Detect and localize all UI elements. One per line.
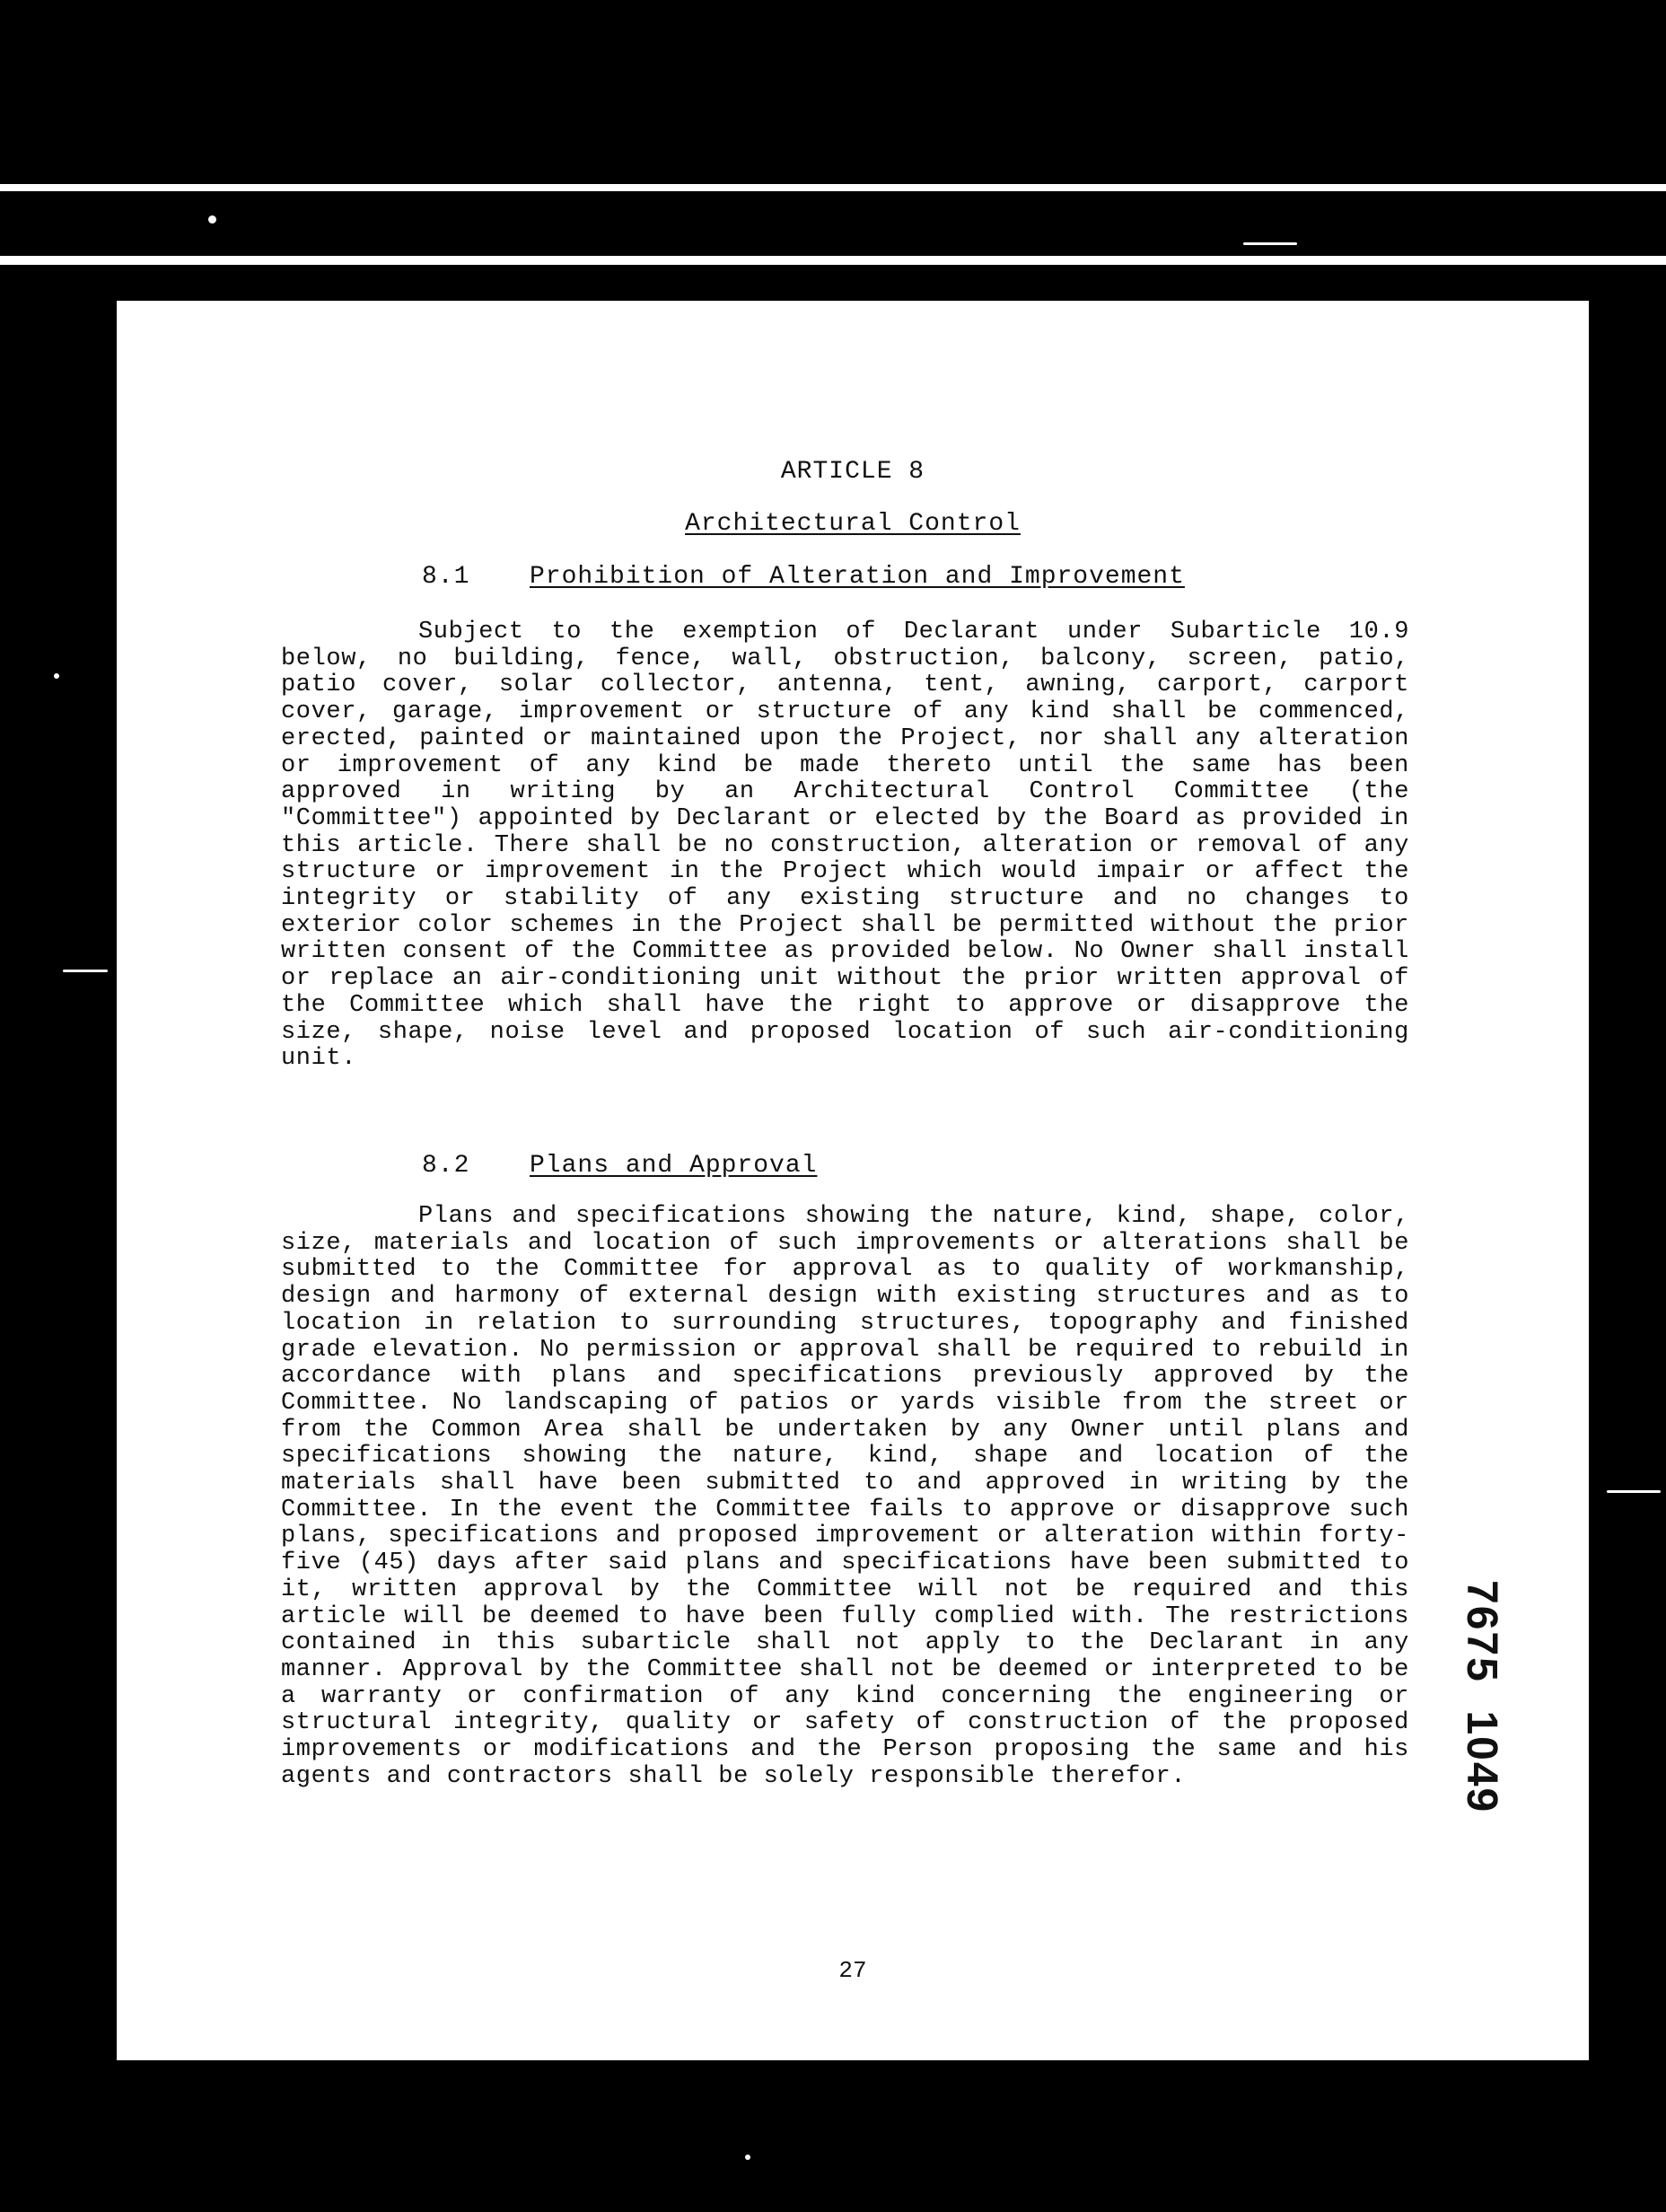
article-title (117, 510, 1589, 538)
page-number: 27 (838, 1957, 867, 1984)
scan-border-line (0, 184, 1666, 191)
scan-speck (1243, 242, 1297, 245)
document-page (117, 301, 1589, 2060)
section-number: 8.2 (422, 1152, 470, 1180)
section-title: Prohibition of Alteration and Improvement (530, 563, 1185, 591)
article-heading: ARTICLE 8 (780, 458, 925, 486)
article-title-text: Architectural Control (685, 510, 1021, 538)
section-title: Plans and Approval (530, 1152, 818, 1180)
scan-speck (63, 970, 108, 972)
section-heading (422, 563, 1185, 591)
scan-border-line (0, 256, 1666, 265)
section-heading (422, 1152, 817, 1180)
recording-stamp: 7675 1049 (1458, 1580, 1505, 1814)
scan-speck (54, 673, 59, 679)
scan-speck (1607, 1490, 1661, 1493)
section-body: Subject to the exemption of Declarant under Subarticle 10.9 below, no building, fence, wall, obstruction, balcony, screen, patio, patio cover, solar collector, antenna, tent, awning, carport, carport cover, garage, improvement or structure of any kind shall be commenced, erected, painted or maintained upon the Project, nor shall any alteration or improvement of any kind be made thereto until the same has been approved in writing by an Architectural Control Committee (the "Committee") appointed by Declarant or elected by the Board as provided in this article. There shall be no construction, alteration or removal of any structure or improvement in the Project which would impair or affect the integrity or stability of any existing structure and no changes to exterior color schemes in the Project shall be permitted without the prior written consent of the Committee as provided below. No Owner shall install or replace an air-conditioning unit without the prior written approval of the Committee which shall have the right to approve or disapprove the size, shape, noise level and proposed location of such air-conditioning unit. (281, 619, 1409, 1073)
section-number: 8.1 (422, 563, 470, 591)
scan-speck (208, 215, 216, 224)
section-body: Plans and specifications showing the nature, kind, shape, color, size, materials and location of such improvements or alterations shall be submitted to the Committee for approval as to quality of workmanship, design and harmony of external design with existing structures and as to location in relation to surrounding structures, topography and finished grade elevation. No permission or approval shall be required to rebuild in accordance with plans and specifications previously approved by the Committee. No landscaping of patios or yards visible from the street or from the Common Area shall be undertaken by any Owner until plans and specifications showing the nature, kind, shape and location of the materials shall have been submitted to and approved in writing by the Committee. In the event the Committee fails to approve or disapprove such plans, specifications and proposed improvement or alteration within forty-five (45) days after said plans and specifications have been submitted to it, written approval by the Committee will not be required and this article will be deemed to have been fully complied with. The restrictions contained in this subarticle shall not apply to the Declarant in any manner. Approval by the Committee shall not be deemed or interpreted to be a warranty or confirmation of any kind concerning the engineering or structural integrity, quality or safety of construction of the proposed improvements or modifications and the Person proposing the same and his agents and contractors shall be solely responsible therefor. (281, 1203, 1409, 1790)
scan-speck (745, 2155, 750, 2160)
